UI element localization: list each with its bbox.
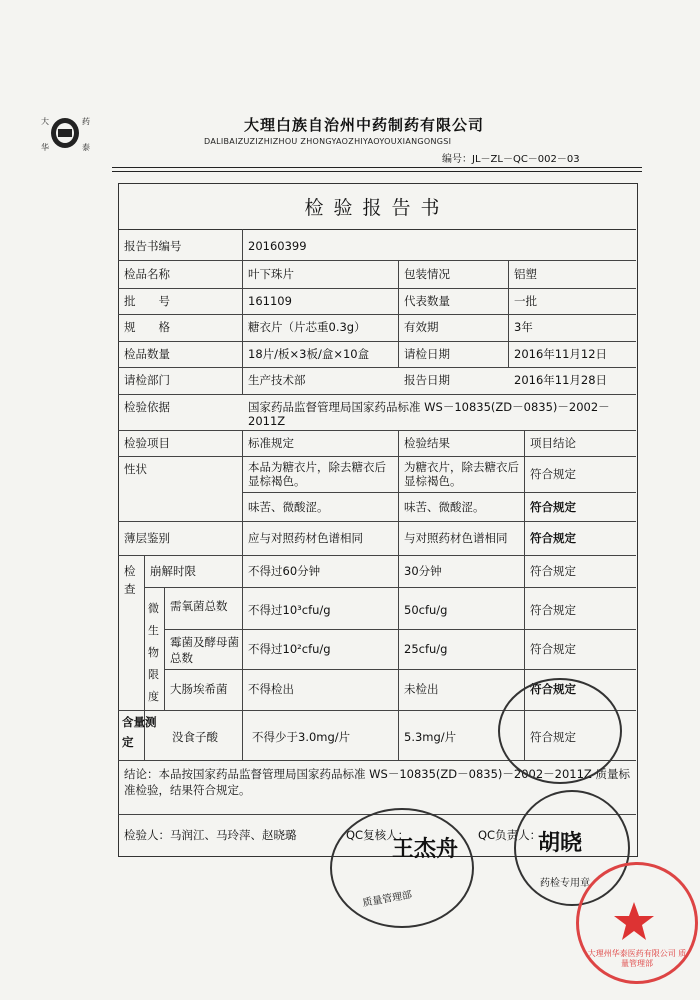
appearance-standard-2: 味苦、微酸涩。 xyxy=(248,500,329,514)
appearance-standard-1: 本品为糖衣片，除去糖衣后显棕褐色。 xyxy=(248,460,386,488)
gallic-acid-label: 没食子酸 xyxy=(172,730,218,744)
packaging-label: 包装情况 xyxy=(404,267,450,281)
row-divider xyxy=(164,629,636,630)
appearance-conclusion-1: 符合规定 xyxy=(530,467,576,481)
col-divider xyxy=(242,229,243,394)
qc-head-signature: 胡晓 xyxy=(538,830,583,856)
title-box xyxy=(118,183,636,230)
qc-head-label: QC负责人： xyxy=(478,828,542,842)
tlc-conclusion: 符合规定 xyxy=(530,531,576,545)
sample-qty-value: 18片/板×3板/盒×10盒 xyxy=(248,347,370,361)
row-divider xyxy=(118,367,636,368)
expiry-value: 3年 xyxy=(514,320,533,334)
col-divider xyxy=(508,260,509,367)
ecoli-result: 未检出 xyxy=(404,682,439,696)
aerobic-count-conclusion: 符合规定 xyxy=(530,603,576,617)
report-date-value: 2016年11月28日 xyxy=(514,373,608,387)
mold-yeast-conclusion: 符合规定 xyxy=(530,642,576,656)
row-divider xyxy=(118,555,636,556)
col-divider xyxy=(398,260,399,367)
qc-reviewer-signature: 王杰舟 xyxy=(392,836,459,862)
row-divider xyxy=(118,394,636,395)
col-header-standard: 标准规定 xyxy=(248,436,294,450)
report-no-value: 20160399 xyxy=(248,239,307,253)
tlc-result: 与对照药材色谱相同 xyxy=(404,531,508,545)
expiry-label: 有效期 xyxy=(404,320,439,334)
disintegration-conclusion: 符合规定 xyxy=(530,564,576,578)
report-date-label: 报告日期 xyxy=(404,373,450,387)
mold-yeast-result: 25cfu/g xyxy=(404,642,448,656)
quality-dept-stamp xyxy=(330,808,474,928)
product-name-value: 叶下珠片 xyxy=(248,267,294,281)
company-red-seal xyxy=(576,862,698,984)
represent-qty-label: 代表数量 xyxy=(404,294,450,308)
basis-label: 检验依据 xyxy=(124,400,170,414)
row-divider xyxy=(242,492,636,493)
row-divider xyxy=(118,521,636,522)
disintegration-result: 30分钟 xyxy=(404,564,442,578)
quality-dept-stamp-text: 质量管理部 xyxy=(361,889,413,910)
col-header-item: 检验项目 xyxy=(124,436,170,450)
appearance-result-2: 味苦、微酸涩。 xyxy=(404,500,485,514)
row-divider xyxy=(118,314,636,315)
gallic-acid-result: 5.3mg/片 xyxy=(404,730,457,744)
ecoli-conclusion: 符合规定 xyxy=(530,682,576,696)
request-date-label: 请检日期 xyxy=(404,347,450,361)
batch-no-value: 161109 xyxy=(248,294,292,308)
product-name-label: 检品名称 xyxy=(124,267,170,281)
col-header-result: 检验结果 xyxy=(404,436,450,450)
svg-text:泰: 泰 xyxy=(82,143,90,152)
request-dept-value: 生产技术部 xyxy=(248,373,306,387)
spec-label: 规 格 xyxy=(124,320,170,334)
row-divider xyxy=(164,669,636,670)
batch-no-label: 批 号 xyxy=(124,294,170,308)
row-divider xyxy=(118,430,636,431)
aerobic-count-label: 需氧菌总数 xyxy=(170,599,228,613)
aerobic-count-standard: 不得过10³cfu/g xyxy=(248,603,331,617)
col-header-conclusion: 项目结论 xyxy=(530,436,576,450)
svg-text:药: 药 xyxy=(82,117,90,126)
sample-qty-label: 检品数量 xyxy=(124,347,170,361)
assay-group-label: 含量测定 xyxy=(122,715,157,749)
col-divider xyxy=(242,430,243,760)
ecoli-label: 大肠埃希菌 xyxy=(170,682,228,696)
row-divider xyxy=(118,288,636,289)
header-rule xyxy=(112,167,642,168)
represent-qty-value: 一批 xyxy=(514,294,537,308)
packaging-value: 铝塑 xyxy=(514,267,537,281)
col-divider xyxy=(398,430,399,760)
appearance-label: 性状 xyxy=(124,462,147,476)
appearance-conclusion-2: 符合规定 xyxy=(530,500,576,514)
inspectors: 检验人：马润江、马玲萍、赵晓璐 xyxy=(124,828,297,842)
request-dept-label: 请检部门 xyxy=(124,373,170,387)
row-divider xyxy=(118,260,636,261)
tlc-label: 薄层鉴别 xyxy=(124,531,170,545)
appearance-result-1: 为糖衣片，除去糖衣后显棕褐色。 xyxy=(404,460,519,488)
check-group-label: 检查 xyxy=(124,564,136,596)
qc-reviewer-label: QC复核人： xyxy=(346,828,410,842)
gallic-acid-conclusion: 符合规定 xyxy=(530,730,576,744)
svg-text:大: 大 xyxy=(41,117,49,126)
aerobic-count-result: 50cfu/g xyxy=(404,603,448,617)
gallic-acid-standard: 不得少于3.0mg/片 xyxy=(252,730,351,744)
mold-yeast-label: 霉菌及酵母菌总数 xyxy=(170,635,239,665)
request-date-value: 2016年11月12日 xyxy=(514,347,608,361)
mold-yeast-standard: 不得过10²cfu/g xyxy=(248,642,331,656)
spec-value: 糖衣片（片芯重0.3g） xyxy=(248,320,366,334)
document-number: 编号：JL－ZL－QC－002－03 xyxy=(442,154,580,165)
report-conclusion: 结论：本品按国家药品监督管理局国家药品标准 WS－10835(ZD－0835)－2002－2011Z 质量标准检验，结果符合规定。 xyxy=(124,767,630,797)
red-seal-text: 大理州华泰医药有限公司 质量管理部 xyxy=(587,949,687,968)
basis-value: 国家药品监督管理局国家药品标准 WS－10835(ZD－0835)－2002－2011Z xyxy=(248,400,610,428)
ecoli-standard: 不得检出 xyxy=(248,682,294,696)
header-rule-thin xyxy=(112,171,642,172)
microbial-limit-label: 微生物限度 xyxy=(148,602,159,703)
disintegration-label: 崩解时限 xyxy=(150,564,196,578)
company-logo-icon xyxy=(38,112,92,154)
company-name-cn: 大理白族自治州中药制药有限公司 xyxy=(244,116,485,134)
tlc-standard: 应与对照药材色谱相同 xyxy=(248,531,363,545)
report-title: 检验报告书 xyxy=(304,197,450,219)
row-divider xyxy=(118,341,636,342)
row-divider xyxy=(118,456,636,457)
row-divider xyxy=(144,587,636,588)
drug-inspection-stamp-text: 药检专用章 xyxy=(540,878,590,889)
disintegration-standard: 不得过60分钟 xyxy=(248,564,321,578)
col-divider xyxy=(164,587,165,710)
svg-text:华: 华 xyxy=(41,143,49,152)
report-no-label: 报告书编号 xyxy=(124,239,182,253)
inspection-stamp-upper xyxy=(498,678,622,784)
company-name-en: DALIBAIZUZIZHIZHOU ZHONGYAOZHIYAOYOUXIANGONGSI xyxy=(204,137,452,146)
